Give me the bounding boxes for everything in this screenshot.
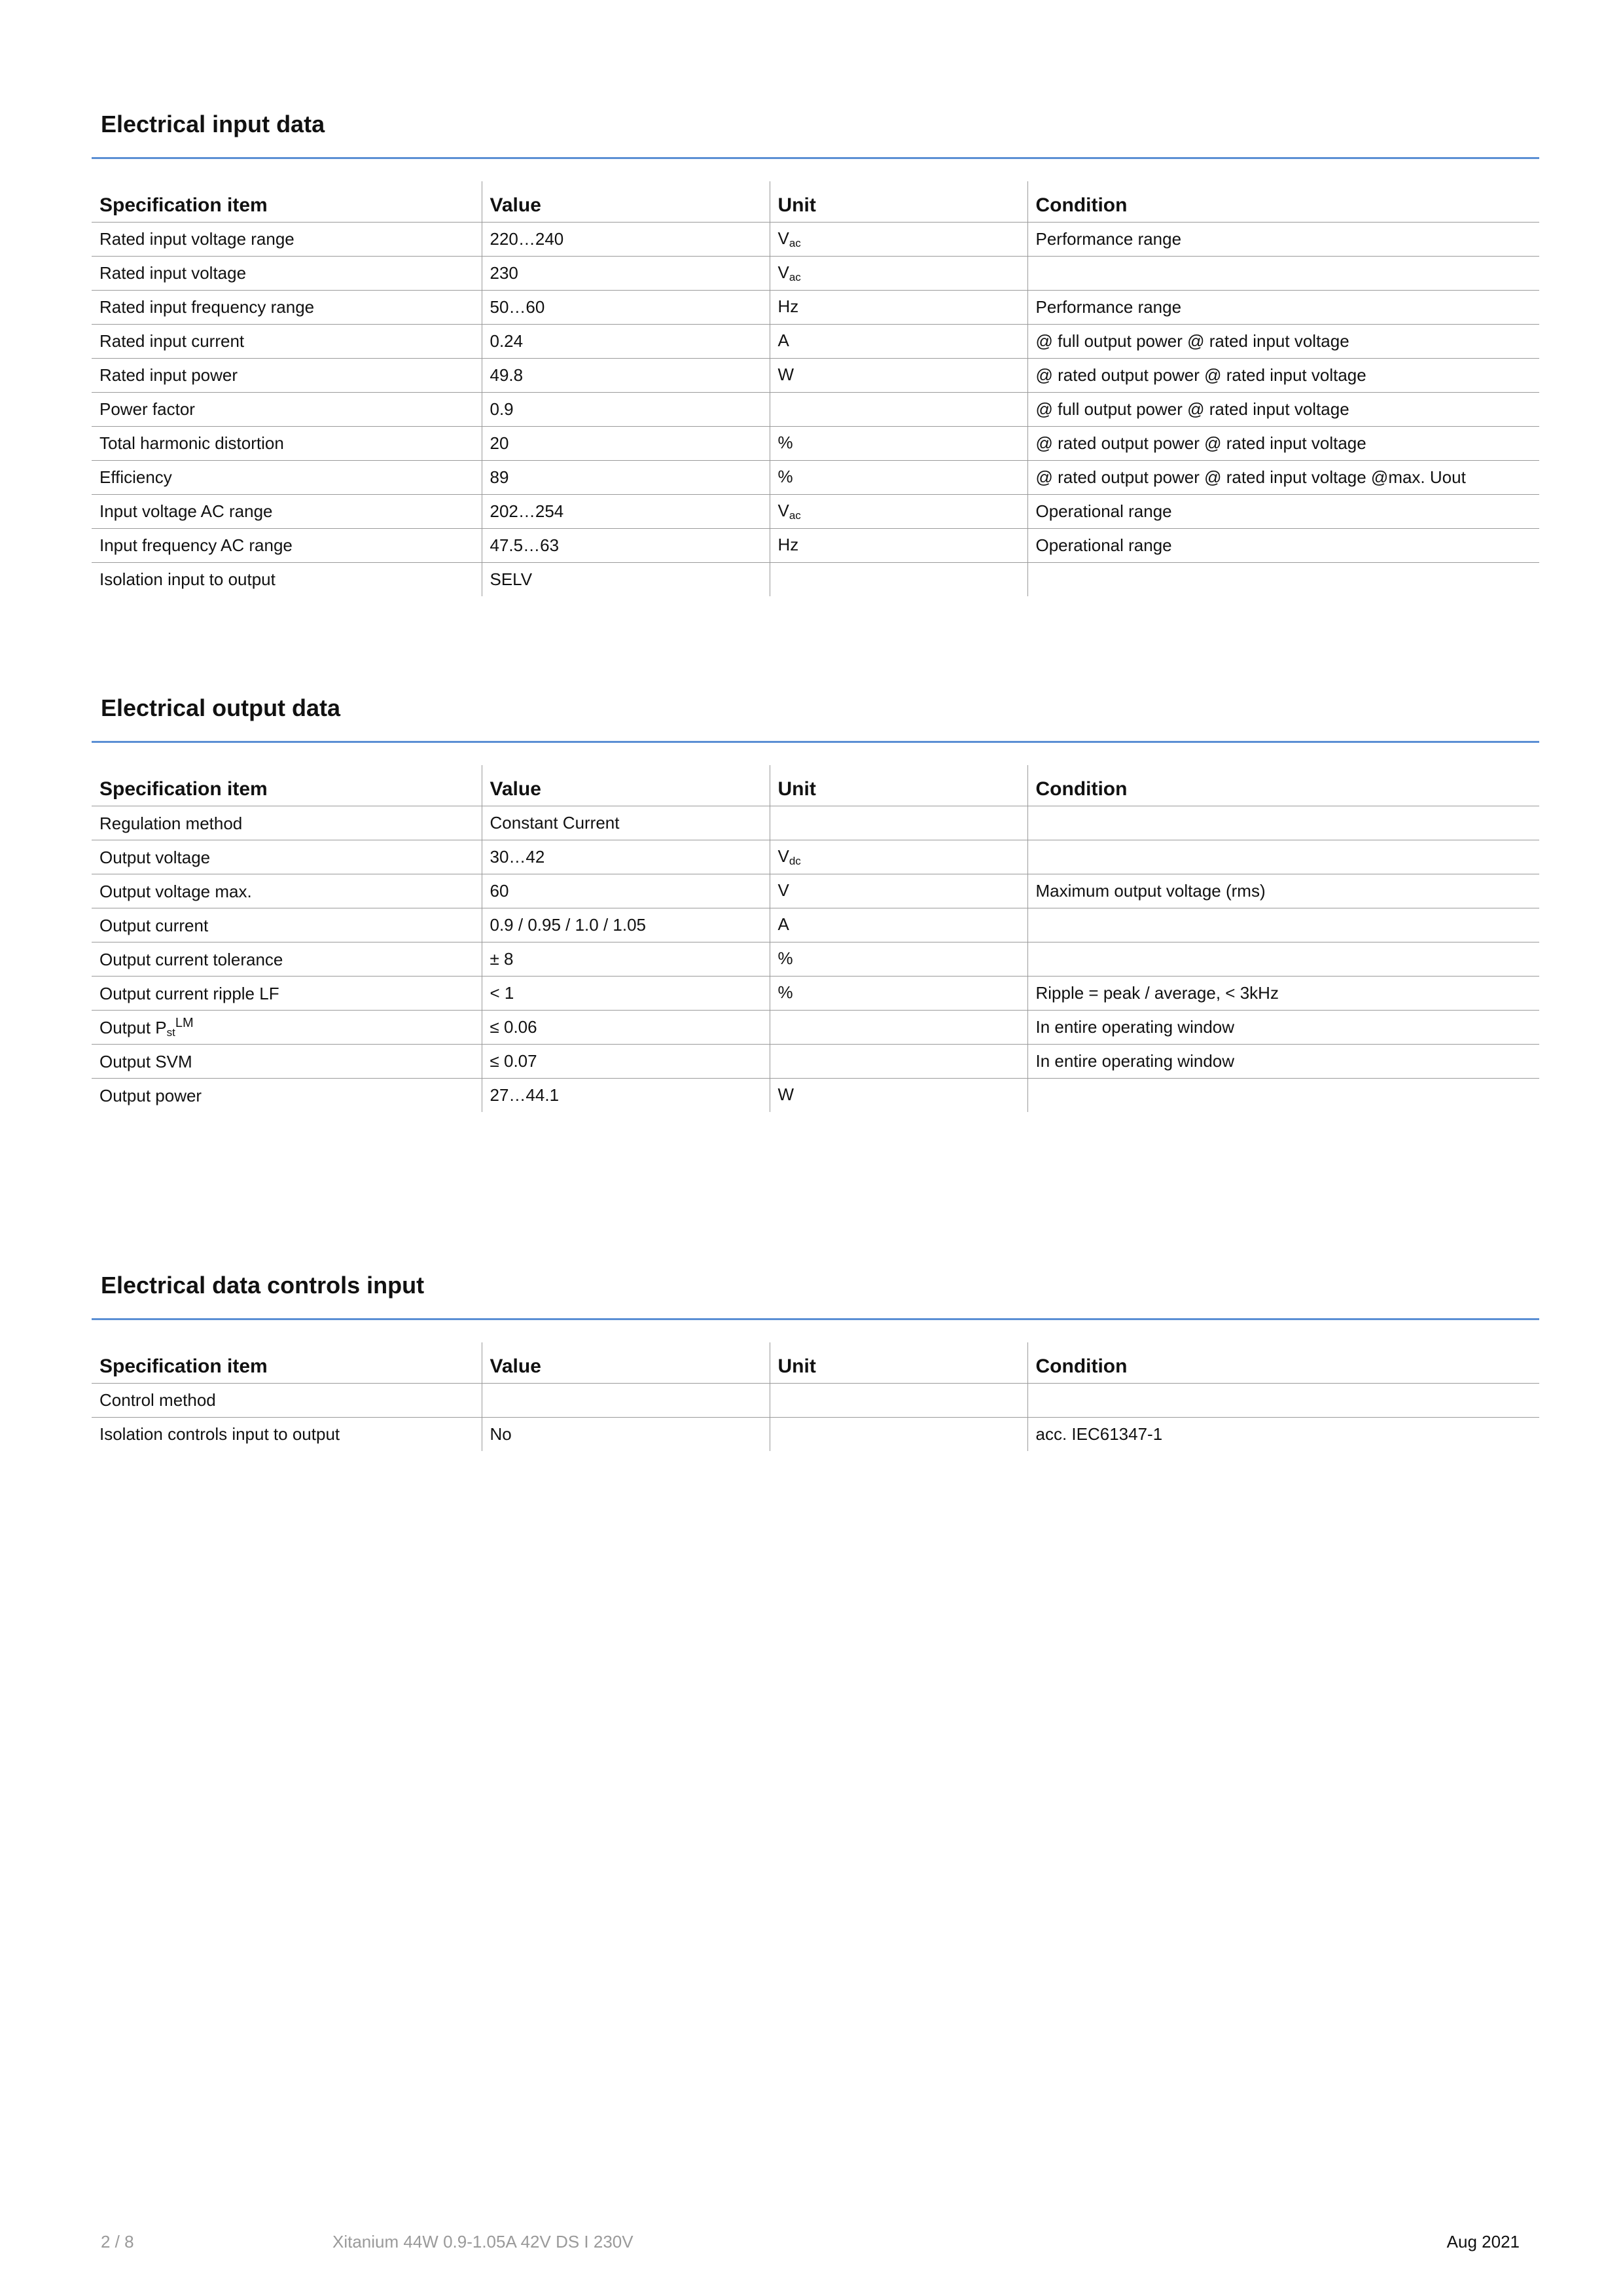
unit-base: A xyxy=(777,331,789,350)
header-condition: Condition xyxy=(1027,181,1539,223)
cell-condition xyxy=(1027,1079,1539,1113)
cell-spec: Rated input voltage range xyxy=(92,223,482,257)
header-value: Value xyxy=(482,1342,770,1384)
header-condition: Condition xyxy=(1027,1342,1539,1384)
cell-spec: Efficiency xyxy=(92,461,482,495)
cell-value: 47.5…63 xyxy=(482,529,770,563)
electrical-controls-table xyxy=(92,1342,1539,1451)
cell-value: 49.8 xyxy=(482,359,770,393)
cell-value: 0.9 xyxy=(482,393,770,427)
unit-base: V xyxy=(777,262,789,282)
spec-superscript: LM xyxy=(175,1015,194,1030)
section-divider xyxy=(92,157,1539,159)
cell-spec xyxy=(92,1011,482,1045)
cell-value: 20 xyxy=(482,427,770,461)
electrical-input-section xyxy=(92,110,1539,596)
cell-condition: Performance range xyxy=(1027,223,1539,257)
cell-spec: Power factor xyxy=(92,393,482,427)
cell-unit xyxy=(770,461,1027,495)
cell-spec: Rated input power xyxy=(92,359,482,393)
table-row xyxy=(92,291,1539,325)
cell-condition: In entire operating window xyxy=(1027,1011,1539,1045)
spec-base: Output voltage max. xyxy=(99,881,252,901)
cell-value: 60 xyxy=(482,874,770,908)
unit-base: % xyxy=(777,948,793,968)
table-row xyxy=(92,359,1539,393)
table-header-row xyxy=(92,1342,1539,1384)
header-value: Value xyxy=(482,765,770,806)
spec-base: Output current tolerance xyxy=(99,949,283,969)
document-date: Aug 2021 xyxy=(1446,2232,1520,2251)
cell-spec xyxy=(92,1045,482,1079)
cell-condition: @ rated output power @ rated input voltage @max. Uout xyxy=(1027,461,1539,495)
cell-condition xyxy=(1027,1384,1539,1418)
electrical-input-table xyxy=(92,181,1539,596)
cell-unit xyxy=(770,529,1027,563)
cell-unit xyxy=(770,942,1027,977)
cell-condition: acc. IEC61347-1 xyxy=(1027,1418,1539,1452)
table-row xyxy=(92,257,1539,291)
cell-unit xyxy=(770,257,1027,291)
cell-value xyxy=(482,1384,770,1418)
table-row xyxy=(92,461,1539,495)
cell-unit xyxy=(770,427,1027,461)
cell-condition: Ripple = peak / average, < 3kHz xyxy=(1027,977,1539,1011)
spec-subscript: st xyxy=(166,1026,175,1039)
table-row xyxy=(92,495,1539,529)
unit-base: V xyxy=(777,228,789,248)
cell-condition: @ rated output power @ rated input voltage xyxy=(1027,427,1539,461)
cell-value: No xyxy=(482,1418,770,1452)
cell-spec xyxy=(92,977,482,1011)
cell-spec: Rated input frequency range xyxy=(92,291,482,325)
cell-unit xyxy=(770,806,1027,840)
cell-value: < 1 xyxy=(482,977,770,1011)
table-row xyxy=(92,977,1539,1011)
cell-value: 0.24 xyxy=(482,325,770,359)
page-number: 2 / 8 xyxy=(101,2232,134,2251)
cell-condition: Maximum output voltage (rms) xyxy=(1027,874,1539,908)
electrical-controls-section xyxy=(92,1271,1539,1451)
cell-condition: Operational range xyxy=(1027,495,1539,529)
table-row xyxy=(92,223,1539,257)
cell-value: Constant Current xyxy=(482,806,770,840)
table-row xyxy=(92,1418,1539,1452)
cell-unit xyxy=(770,1384,1027,1418)
table-header-row xyxy=(92,765,1539,806)
spec-base: Output P xyxy=(99,1017,167,1037)
cell-spec: Rated input voltage xyxy=(92,257,482,291)
header-unit: Unit xyxy=(770,181,1027,223)
table-row xyxy=(92,393,1539,427)
table-row xyxy=(92,1079,1539,1113)
table-row xyxy=(92,806,1539,840)
cell-value: ≤ 0.06 xyxy=(482,1011,770,1045)
cell-spec: Isolation input to output xyxy=(99,569,276,589)
electrical-output-section xyxy=(92,694,1539,1112)
header-spec: Specification item xyxy=(92,765,482,806)
table-row xyxy=(92,874,1539,908)
cell-condition: Operational range xyxy=(1027,529,1539,563)
header-condition: Condition xyxy=(1027,765,1539,806)
cell-condition xyxy=(1027,942,1539,977)
unit-base: V xyxy=(777,501,789,520)
table-header-row xyxy=(92,181,1539,223)
spec-base: Output voltage xyxy=(99,847,211,867)
spec-base: Output current ripple LF xyxy=(99,983,279,1003)
table-row xyxy=(92,908,1539,942)
cell-condition: @ full output power @ rated input voltage xyxy=(1027,393,1539,427)
unit-base: V xyxy=(777,846,789,866)
section-title: Electrical output data xyxy=(101,694,341,721)
section-divider xyxy=(92,741,1539,743)
cell-condition: Performance range xyxy=(1027,291,1539,325)
cell-unit xyxy=(770,840,1027,874)
cell-value: 30…42 xyxy=(482,840,770,874)
cell-spec: Rated input current xyxy=(92,325,482,359)
cell-spec xyxy=(92,1079,482,1113)
cell-unit xyxy=(770,977,1027,1011)
unit-base: % xyxy=(777,433,793,452)
cell-condition: @ rated output power @ rated input voltage xyxy=(1027,359,1539,393)
unit-base: W xyxy=(777,1085,794,1104)
section-divider xyxy=(92,1318,1539,1320)
cell-spec: Input frequency AC range xyxy=(92,529,482,563)
cell-spec: Isolation controls input to output xyxy=(99,1424,340,1444)
header-spec: Specification item xyxy=(92,181,482,223)
cell-value: SELV xyxy=(482,563,770,597)
cell-value: 50…60 xyxy=(482,291,770,325)
unit-subscript: ac xyxy=(789,271,801,283)
electrical-output-table xyxy=(92,765,1539,1112)
table-row xyxy=(92,1011,1539,1045)
table-row xyxy=(92,563,1539,597)
unit-base: Hz xyxy=(777,296,799,316)
cell-condition xyxy=(1027,908,1539,942)
unit-subscript: dc xyxy=(789,855,801,867)
cell-condition xyxy=(1027,563,1539,597)
cell-spec: Control method xyxy=(92,1384,482,1418)
cell-condition xyxy=(1027,257,1539,291)
unit-subscript: ac xyxy=(789,509,801,522)
cell-unit xyxy=(770,1045,1027,1079)
cell-value: 0.9 / 0.95 / 1.0 / 1.05 xyxy=(482,908,770,942)
table-row xyxy=(92,325,1539,359)
table-row xyxy=(92,942,1539,977)
unit-base: A xyxy=(777,914,789,934)
cell-unit xyxy=(770,359,1027,393)
cell-unit xyxy=(770,393,1027,427)
section-title: Electrical data controls input xyxy=(101,1272,425,1299)
unit-base: V xyxy=(777,880,789,900)
cell-value: ± 8 xyxy=(482,942,770,977)
cell-spec: Input voltage AC range xyxy=(92,495,482,529)
cell-unit xyxy=(770,1418,1027,1452)
cell-value: 89 xyxy=(482,461,770,495)
spec-base: Regulation method xyxy=(99,813,243,833)
header-spec: Specification item xyxy=(92,1342,482,1384)
unit-base: % xyxy=(777,982,793,1002)
section-title: Electrical input data xyxy=(101,111,325,137)
cell-unit xyxy=(770,223,1027,257)
table-row xyxy=(92,427,1539,461)
cell-value: 220…240 xyxy=(482,223,770,257)
cell-value: 202…254 xyxy=(482,495,770,529)
cell-condition: @ full output power @ rated input voltage xyxy=(1027,325,1539,359)
cell-unit xyxy=(770,1079,1027,1113)
spec-base: Output SVM xyxy=(99,1051,192,1071)
cell-value: ≤ 0.07 xyxy=(482,1045,770,1079)
unit-base: W xyxy=(777,365,794,384)
header-unit: Unit xyxy=(770,1342,1027,1384)
unit-subscript: ac xyxy=(789,237,801,249)
cell-unit xyxy=(770,325,1027,359)
table-row xyxy=(92,840,1539,874)
cell-spec: Total harmonic distortion xyxy=(92,427,482,461)
cell-spec xyxy=(92,806,482,840)
header-value: Value xyxy=(482,181,770,223)
cell-unit xyxy=(770,1011,1027,1045)
cell-unit xyxy=(770,908,1027,942)
product-name: Xitanium 44W 0.9-1.05A 42V DS I 230V xyxy=(332,2232,633,2251)
cell-unit xyxy=(770,874,1027,908)
unit-base: Hz xyxy=(777,535,799,554)
cell-spec xyxy=(92,908,482,942)
cell-condition: In entire operating window xyxy=(1027,1045,1539,1079)
spec-base: Output current xyxy=(99,915,209,935)
cell-condition xyxy=(1027,806,1539,840)
table-row xyxy=(92,1045,1539,1079)
cell-value: 27…44.1 xyxy=(482,1079,770,1113)
cell-unit xyxy=(770,563,1027,597)
unit-base: % xyxy=(777,467,793,486)
spec-base: Output power xyxy=(99,1085,202,1105)
table-row xyxy=(92,529,1539,563)
table-row xyxy=(92,1384,1539,1418)
cell-spec xyxy=(92,874,482,908)
cell-value: 230 xyxy=(482,257,770,291)
cell-condition xyxy=(1027,840,1539,874)
cell-unit xyxy=(770,495,1027,529)
cell-spec xyxy=(92,942,482,977)
cell-unit xyxy=(770,291,1027,325)
header-unit: Unit xyxy=(770,765,1027,806)
cell-spec xyxy=(92,840,482,874)
